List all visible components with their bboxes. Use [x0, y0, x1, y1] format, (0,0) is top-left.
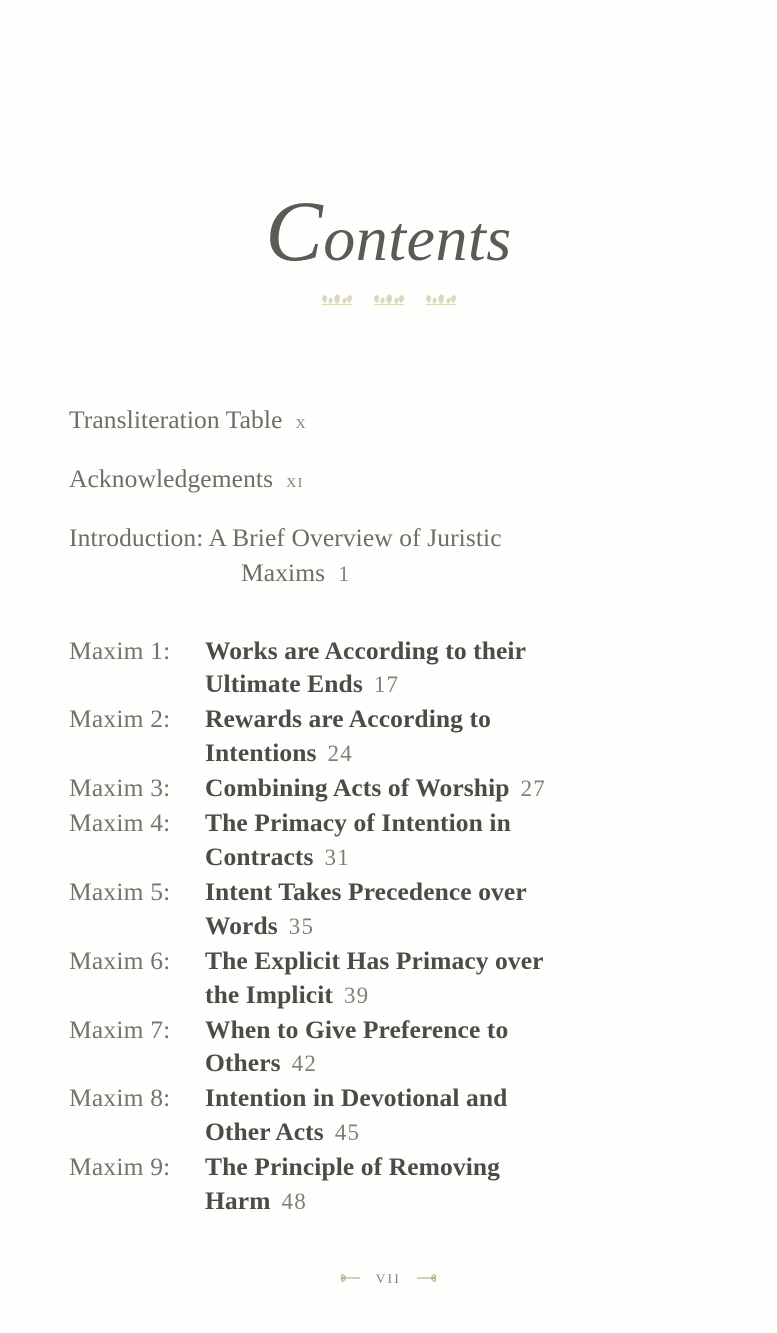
maxim-title-line-2-text: Contracts [205, 842, 314, 871]
maxim-label: Maxim 3: [69, 773, 171, 803]
maxim-page: 27 [520, 776, 546, 802]
maxim-label: Maxim 4: [69, 808, 171, 838]
maxim-title-line-1: The Explicit Has Primacy over [205, 945, 544, 975]
maxim-title [205, 875, 709, 943]
maxim-title-line-1: Intention in Devotional and [205, 1083, 508, 1113]
triple-fleuron-ornament [0, 290, 777, 310]
maxim-page: 31 [324, 845, 350, 870]
maxim-title-line-2 [205, 1046, 709, 1080]
maxim-label: Maxim 5: [69, 876, 171, 906]
toc-entry-maxim-1[interactable] [69, 634, 709, 702]
maxim-label: Maxim 9: [69, 1152, 171, 1182]
toc-entry-title-line-2-text: Maxims [241, 558, 326, 588]
maxim-title [205, 702, 709, 770]
maxim-title-line-2 [205, 736, 709, 770]
maxim-title-line-2-text: Others [205, 1048, 281, 1078]
maxim-title-line-1 [205, 771, 709, 805]
toc-entry-introduction[interactable] [69, 521, 709, 589]
maxim-title-line-2 [205, 667, 709, 701]
fleuron-icon [371, 292, 407, 308]
toc-entry-page: 1 [338, 561, 351, 587]
toc-entry-acknowledgements[interactable] [69, 462, 709, 495]
maxim-title-line-2 [205, 1184, 709, 1218]
right-flourish-ornament-icon [415, 1271, 437, 1285]
toc-entry-maxim-5[interactable] [69, 875, 709, 943]
maxim-title-line-2-text: the Implicit [205, 979, 333, 1009]
toc-entry-maxim-8[interactable] [69, 1081, 709, 1149]
toc-entry-maxim-9[interactable] [69, 1150, 709, 1218]
toc-entry-transliteration-table[interactable] [69, 403, 709, 436]
maxim-page: 45 [334, 1120, 361, 1146]
maxim-page: 35 [288, 913, 315, 939]
toc-entry-title-line-2 [69, 556, 709, 589]
maxim-page: 39 [343, 982, 370, 1008]
maxim-title [205, 944, 709, 1012]
toc-entry-maxim-6[interactable] [69, 944, 709, 1012]
section-gap [69, 616, 709, 634]
left-flourish-ornament-icon [340, 1271, 362, 1285]
maxim-page: 24 [327, 741, 353, 767]
maxim-title-line-1: When to Give Preference to [205, 1014, 509, 1044]
fleuron-icon [319, 292, 355, 308]
toc-entry-title-line-1: Introduction: A Brief Overview of Juristic [69, 523, 502, 553]
maxim-label: Maxim 7: [69, 1014, 171, 1044]
maxim-title-line-2 [205, 909, 709, 943]
maxim-title-line-1: The Primacy of Intention in [205, 808, 511, 838]
maxim-title [205, 634, 709, 702]
maxim-title [205, 1081, 709, 1149]
toc-entry-maxim-7[interactable] [69, 1013, 709, 1081]
maxim-title [205, 1013, 709, 1081]
toc-entry-maxim-2[interactable] [69, 702, 709, 770]
maxim-label: Maxim 1: [69, 635, 171, 665]
maxim-title-line-2-text: Words [205, 910, 278, 940]
maxim-title-line-1-text: Combining Acts of Worship [205, 773, 510, 803]
maxim-label: Maxim 6: [69, 945, 171, 975]
toc-entry-title: Acknowledgements [69, 464, 274, 494]
table-of-contents [69, 403, 709, 1219]
maxim-title-line-1: Works are According to their [205, 635, 527, 665]
toc-entry-page: xi [286, 470, 304, 493]
toc-entry-maxim-3[interactable] [69, 771, 709, 805]
fleuron-icon [423, 292, 459, 308]
toc-entry-title: Transliteration Table [69, 405, 283, 434]
maxim-title [205, 771, 709, 805]
maxim-title-line-2-text: Other Acts [205, 1117, 324, 1147]
maxim-label: Maxim 8: [69, 1083, 171, 1113]
maxim-page: 48 [281, 1189, 307, 1215]
maxim-title-line-2-text: Intentions [205, 738, 317, 768]
toc-entry-page: x [295, 411, 308, 433]
maxim-title [205, 1150, 709, 1218]
maxim-page: 42 [291, 1051, 318, 1077]
page-title: Contents [265, 183, 512, 279]
maxim-title-line-1: Rewards are According to [205, 704, 491, 734]
toc-entry-maxim-4[interactable] [69, 806, 709, 874]
maxim-title-line-2 [205, 978, 709, 1012]
folio-number: vii [375, 1267, 402, 1288]
maxim-title [205, 806, 709, 874]
page-footer [0, 1267, 777, 1289]
maxim-title-line-2 [205, 1115, 709, 1149]
maxim-page: 17 [373, 672, 400, 698]
maxim-title-line-1: Intent Takes Precedence over [205, 876, 527, 906]
maxim-label: Maxim 2: [69, 704, 171, 734]
maxim-title-line-2-text: Harm [205, 1186, 271, 1216]
title-block [0, 183, 777, 310]
maxim-title-line-2 [205, 840, 709, 874]
maxim-title-line-2-text: Ultimate Ends [205, 669, 363, 699]
maxim-title-line-1: The Principle of Removing [205, 1152, 501, 1182]
